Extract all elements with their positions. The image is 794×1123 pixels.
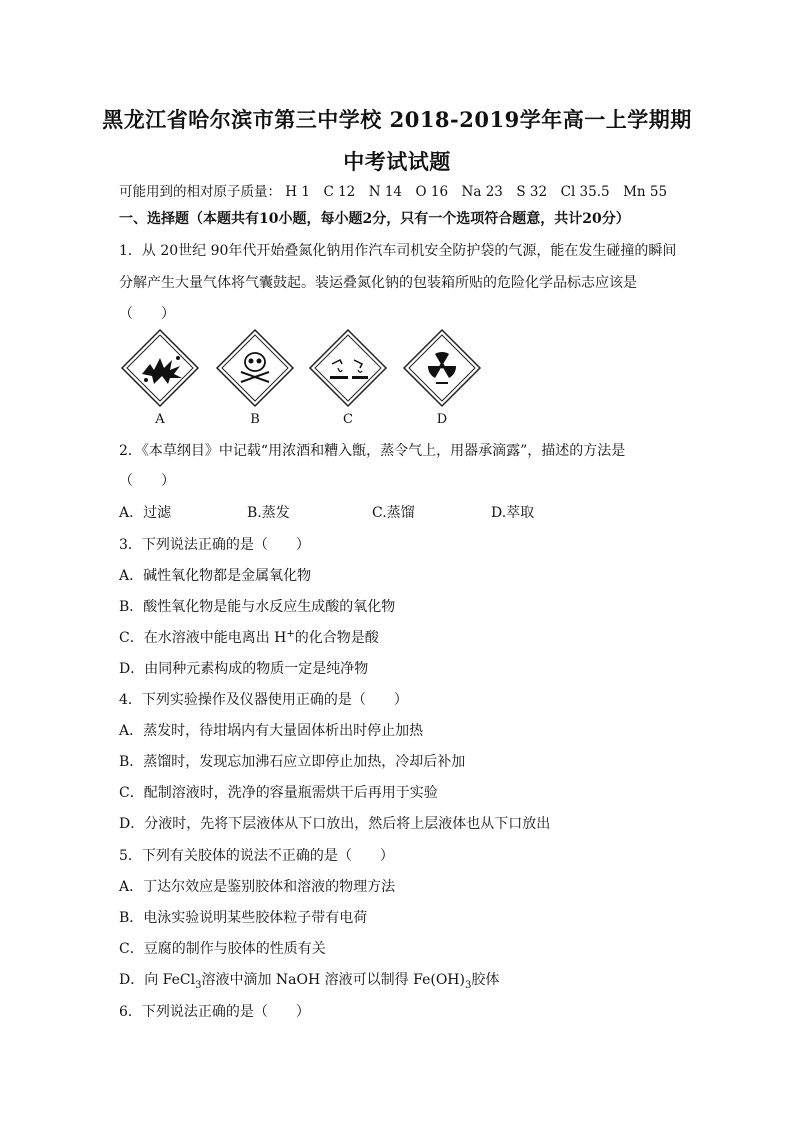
q4-option-a: A．蒸发时，待坩埚内有大量固体析出时停止加热 [119,723,424,739]
q6-stem: 6．下列说法正确的是（ ） [119,1004,310,1020]
hazard-sign-d [402,328,482,427]
sign-label-d: D [436,412,448,427]
q3-option-c-post: 的化合物是酸 [294,630,379,646]
q5-option-c: C．豆腐的制作与胶体的性质有关 [119,941,326,957]
corrosive-icon [308,328,388,408]
section-heading: 一、选择题（本题共有10小题，每小题2分，只有一个选项符合题意，共计20分） [119,211,630,227]
q4-stem: 4．下列实验操作及仪器使用正确的是（ ） [119,692,408,708]
exam-title-line1: 黑龙江省哈尔滨市第三中学校 2018-2019学年高一上学期期 [102,107,692,132]
q5-option-d-sub1: 3 [195,979,202,991]
toxic-skull-icon [215,328,295,408]
sign-label-a: A [155,412,165,427]
explosive-icon [120,328,200,408]
q2-line2: （ ） [119,473,175,489]
q4-option-b: B．蒸馏时，发现忘加沸石应立即停止加热，冷却后补加 [119,754,466,770]
radioactive-icon [402,328,482,408]
q4-option-c: C．配制溶液时，洗净的容量瓶需烘干后再用于实验 [119,785,438,801]
q5-option-d [119,969,499,991]
q2-line1: 2．《本草纲目》中记载“用浓酒和糟入甑，蒸令气上，用器承滴露”，描述的方法是 [119,443,626,459]
hazard-sign-a [120,328,200,427]
atomic-mass-line: 可能用到的相对原子质量： H 1 C 12 N 14 O 16 Na 23 S 32 Cl 35.5 Mn 55 [119,184,668,200]
q3-option-c-pre: C．在水溶液中能电离出 H [119,630,287,646]
q5-option-a: A．丁达尔效应是鉴别胶体和溶液的物理方法 [119,879,396,895]
exam-title-line2: 中考试试题 [343,149,451,174]
q2-option-a: A．过滤 [119,505,172,521]
q3-stem: 3．下列说法正确的是（ ） [119,537,310,553]
q3-option-b: B．酸性氧化物是能与水反应生成酸的氧化物 [119,599,396,615]
q5-stem: 5．下列有关胶体的说法不正确的是（ ） [119,848,394,864]
hazard-sign-c [308,328,388,427]
q2-option-c: C.蒸馏 [372,505,415,521]
q5-option-d-post: 胶体 [471,972,500,988]
q2-option-b: B.蒸发 [247,505,290,521]
q5-option-d-pre: D．向 FeCl [119,972,196,988]
hazard-sign-b [215,328,295,427]
q5-option-d-sub2: 3 [464,979,472,991]
q2-option-d: D.萃取 [491,505,535,521]
q1-line1: 1．从 20世纪 90年代开始叠氮化钠用作汽车司机安全防护袋的气源，能在发生碰撞的瞬间 [119,243,677,259]
q3-option-a: A．碱性氧化物都是金属氧化物 [119,568,312,584]
q1-line3: （ ） [119,306,175,322]
q4-option-d: D．分液时，先将下层液体从下口放出，然后将上层液体也从下口放出 [119,816,551,832]
q3-option-d: D．由同种元素构成的物质一定是纯净物 [119,661,369,677]
q3-option-c-sup: + [286,628,295,640]
q5-option-d-mid: 溶液中滴加 NaOH 溶液可以制得 Fe(OH) [201,972,465,988]
q5-option-b: B．电泳实验说明某些胶体粒子带有电荷 [119,910,368,926]
q3-option-c [119,627,379,647]
sign-label-c: C [343,412,353,427]
sign-label-b: B [250,412,260,427]
q1-line2: 分解产生大量气体将气囊鼓起。装运叠氮化钠的包装箱所贴的危险化学品标志应该是 [119,275,637,291]
hazard-sign-row [120,328,500,428]
